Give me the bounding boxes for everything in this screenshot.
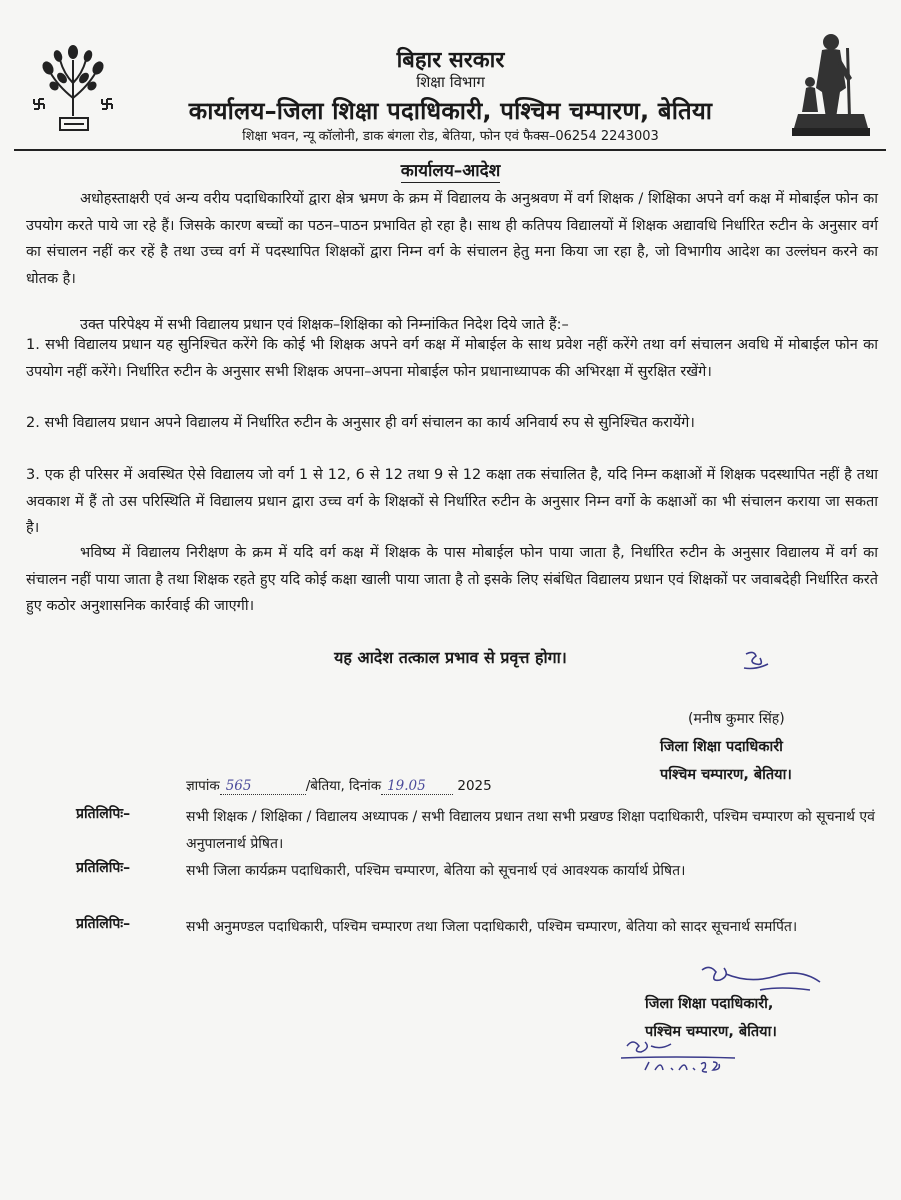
handwritten-initial-date	[615, 1036, 755, 1080]
point-2: 2. सभी विद्यालय प्रधान अपने विद्यालय में निर्धारित रुटीन के अनुसार ही वर्ग संचालन का कार्य अनिवार्य रुप से सुनिश्चित करायेंगे।	[26, 415, 695, 431]
copy-text-2: सभी जिला कार्यक्रम पदाधिकारी, पश्चिम चम्पारण, बेतिया को सूचनार्थ एवं आवश्यक कार्यार्थ प्रेषित।	[186, 863, 686, 879]
point-1: 1. सभी विद्यालय प्रधान यह सुनिश्चित करेंगे कि कोई भी शिक्षक अपने वर्ग कक्ष में मोबाईल के साथ प्रवेश नहीं करेंगे तथा वर्ग संचालन अवधि में मोबाईल फोन का उपयोग नहीं करेंगे। निर्धारित रुटीन के अनुसार सभी शिक्षक अपना–अपना मोबाईल फोन प्रधानाध्यापक की अभिरक्षा में सुरक्षित रखेंगे।	[26, 337, 878, 380]
office-address: शिक्षा भवन, न्यू कॉलोनी, डाक बंगला रोड, बेतिया, फोन एवं फैक्स–06254 2243003	[242, 129, 659, 144]
memo-year: 2025	[457, 778, 492, 794]
government-name: बिहार सरकार	[396, 48, 505, 73]
copy-text-1: सभी शिक्षक / शिक्षिका / विद्यालय अध्यापक / सभी विद्यालय प्रधान तथा सभी प्रखण्ड शिक्षा पदाधिकारी, पश्चिम चम्पारण को सूचनार्थ एवं अनुपालनार्थ प्रेषित।	[186, 809, 875, 852]
signatory-name: (मनीष कुमार सिंह)	[688, 711, 785, 727]
memo-label: ज्ञापांक	[186, 778, 220, 794]
memo-place: /बेतिया, दिनांक	[305, 778, 382, 794]
office-name: कार्यालय–जिला शिक्षा पदाधिकारी, पश्चिम चम्पारण, बेतिया	[188, 97, 713, 125]
order-effect-line: यह आदेश तत्काल प्रभाव से प्रवृत्त होगा।	[334, 648, 567, 667]
department-name: शिक्षा विभाग	[416, 73, 485, 91]
secondary-designation: जिला शिक्षा पदाधिकारी,	[645, 996, 774, 1012]
initial-signature	[742, 648, 772, 674]
copy-label-3: प्रतिलिपिः–	[76, 916, 131, 932]
secondary-location: पश्चिम चम्पारण, बेतिया।	[645, 1024, 777, 1040]
signatory-designation: जिला शिक्षा पदाधिकारी	[660, 739, 783, 755]
directive-paragraph: उक्त परिपेक्ष्य में सभी विद्यालय प्रधान एवं शिक्षक–शिक्षिका को निम्नांकित निदेश दिये जाते हैं:–	[80, 317, 569, 333]
intro-paragraph: अधोहस्ताक्षरी एवं अन्य वरीय पदाधिकारियों द्वारा क्षेत्र भ्रमण के क्रम में विद्यालय के अनुश्रवण में वर्ग शिक्षक / शिक्षिका अपने वर्ग कक्ष में मोबाईल फोन का उपयोग करते पाये जा रहे हैं। जिसके कारण बच्चों का पठन–पाठन प्रभावित हो रहा है। साथ ही कतिपय विद्यालयों में शिक्षक अद्यावधि निर्धारित रुटीन के अनुसार वर्ग का संचालन नहीं कर रहें है तथा उच्च वर्ग में पदस्थापित शिक्षकों द्वारा निम्न वर्ग के संचालन हेतु मना किया जा रहा है, जो विभागीय आदेश का उल्लंघन करने का धोतक है।	[26, 191, 878, 287]
future-paragraph: भविष्य में विद्यालय निरीक्षण के क्रम में यदि वर्ग कक्ष में शिक्षक के पास मोबाईल फोन पाया जाता है, निर्धारित रुटीन के अनुसार विद्यालय में वर्ग का संचालन नहीं पाया जाता है तथा शिक्षक रहते हुए यदि कोई कक्षा खाली पाया जाता है तो इसके लिए संबंधित विद्यालय प्रधान एवं शिक्षकों पर जवाबदेही निर्धारित करते हुए कठोर अनुशासनिक कार्रवाई की जाएगी।	[26, 545, 878, 614]
memo-date: 19.05	[381, 778, 453, 795]
signatory-location: पश्चिम चम्पारण, बेतिया।	[660, 767, 792, 783]
point-3: 3. एक ही परिसर में अवस्थित ऐसे विद्यालय जो वर्ग 1 से 12, 6 से 12 तथा 9 से 12 कक्षा तक संचालित है, यदि निम्न कक्षाओं में शिक्षक पदस्थापित नहीं है तथा अवकाश में हैं तो उस परिस्थिति में विद्यालय प्रधान द्वारा उच्च वर्ग के शिक्षकों से निर्धारित रुटीन के अनुसार निम्न वर्गो के कक्षाओं का भी संचालन कराया जा सकता है।	[26, 467, 878, 536]
memo-line	[186, 776, 492, 795]
memo-number: 565	[220, 778, 306, 795]
copy-label-1: प्रतिलिपिः–	[76, 806, 131, 822]
header-divider	[14, 149, 886, 151]
document-title: कार्यालय–आदेश	[400, 161, 501, 181]
copy-text-3: सभी अनुमण्डल पदाधिकारी, पश्चिम चम्पारण तथा जिला पदाधिकारी, पश्चिम चम्पारण, बेतिया को सादर सूचनार्थ समर्पित।	[186, 919, 798, 935]
signature-block-primary	[660, 705, 792, 789]
copy-label-2: प्रतिलिपिः–	[76, 860, 131, 876]
